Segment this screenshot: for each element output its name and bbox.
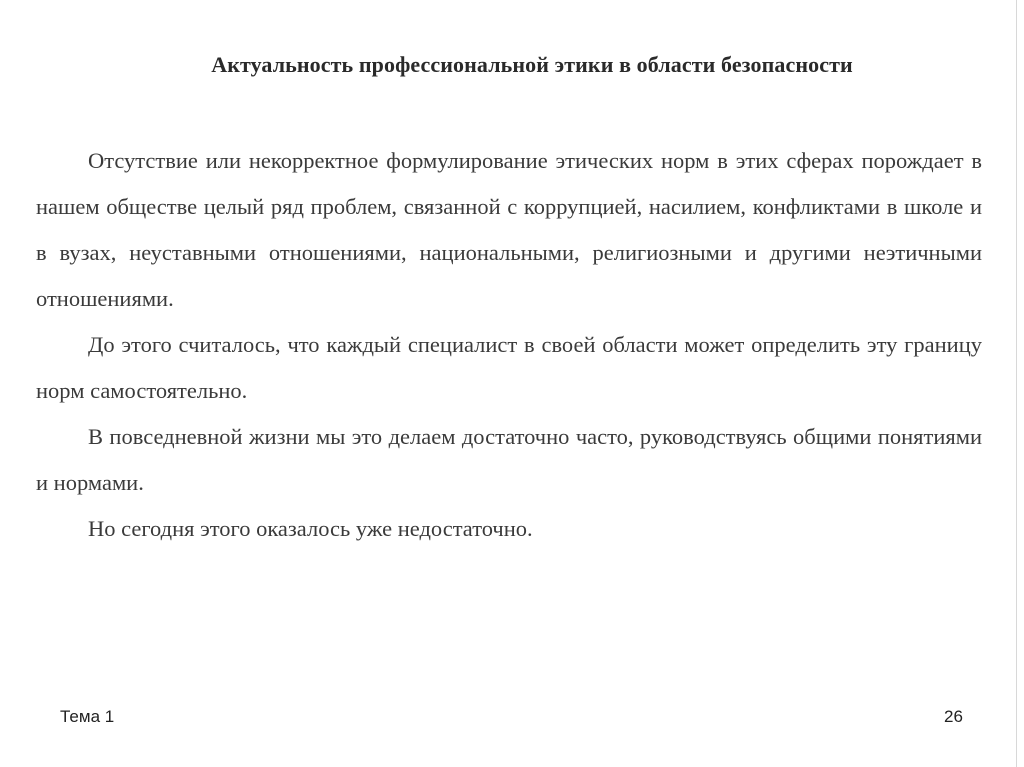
slide-body (36, 138, 982, 552)
footer-topic: Тема 1 (60, 707, 115, 726)
slide-title: Актуальность профессиональной этики в области безопасности (211, 52, 853, 77)
paragraph-4: Но сегодня этого оказалось уже недостаточно. (88, 516, 533, 541)
footer-page-number: 26 (944, 707, 963, 726)
paragraph-1: Отсутствие или некорректное формулирование этических норм в этих сферах порождает в нашем обществе целый ряд проблем, связанной с коррупцией, насилием, конфликтами в школе и в вузах, неуставными отношениями, национальными, религиозными и другими неэтичными отношениями. (36, 148, 982, 311)
slide-right-border (1016, 0, 1017, 767)
paragraph-3: В повседневной жизни мы это делаем достаточно часто, руководствуясь общими понятиями и нормами. (36, 424, 982, 495)
paragraph-2: До этого считалось, что каждый специалист в своей области может определить эту границу норм самостоятельно. (36, 332, 982, 403)
